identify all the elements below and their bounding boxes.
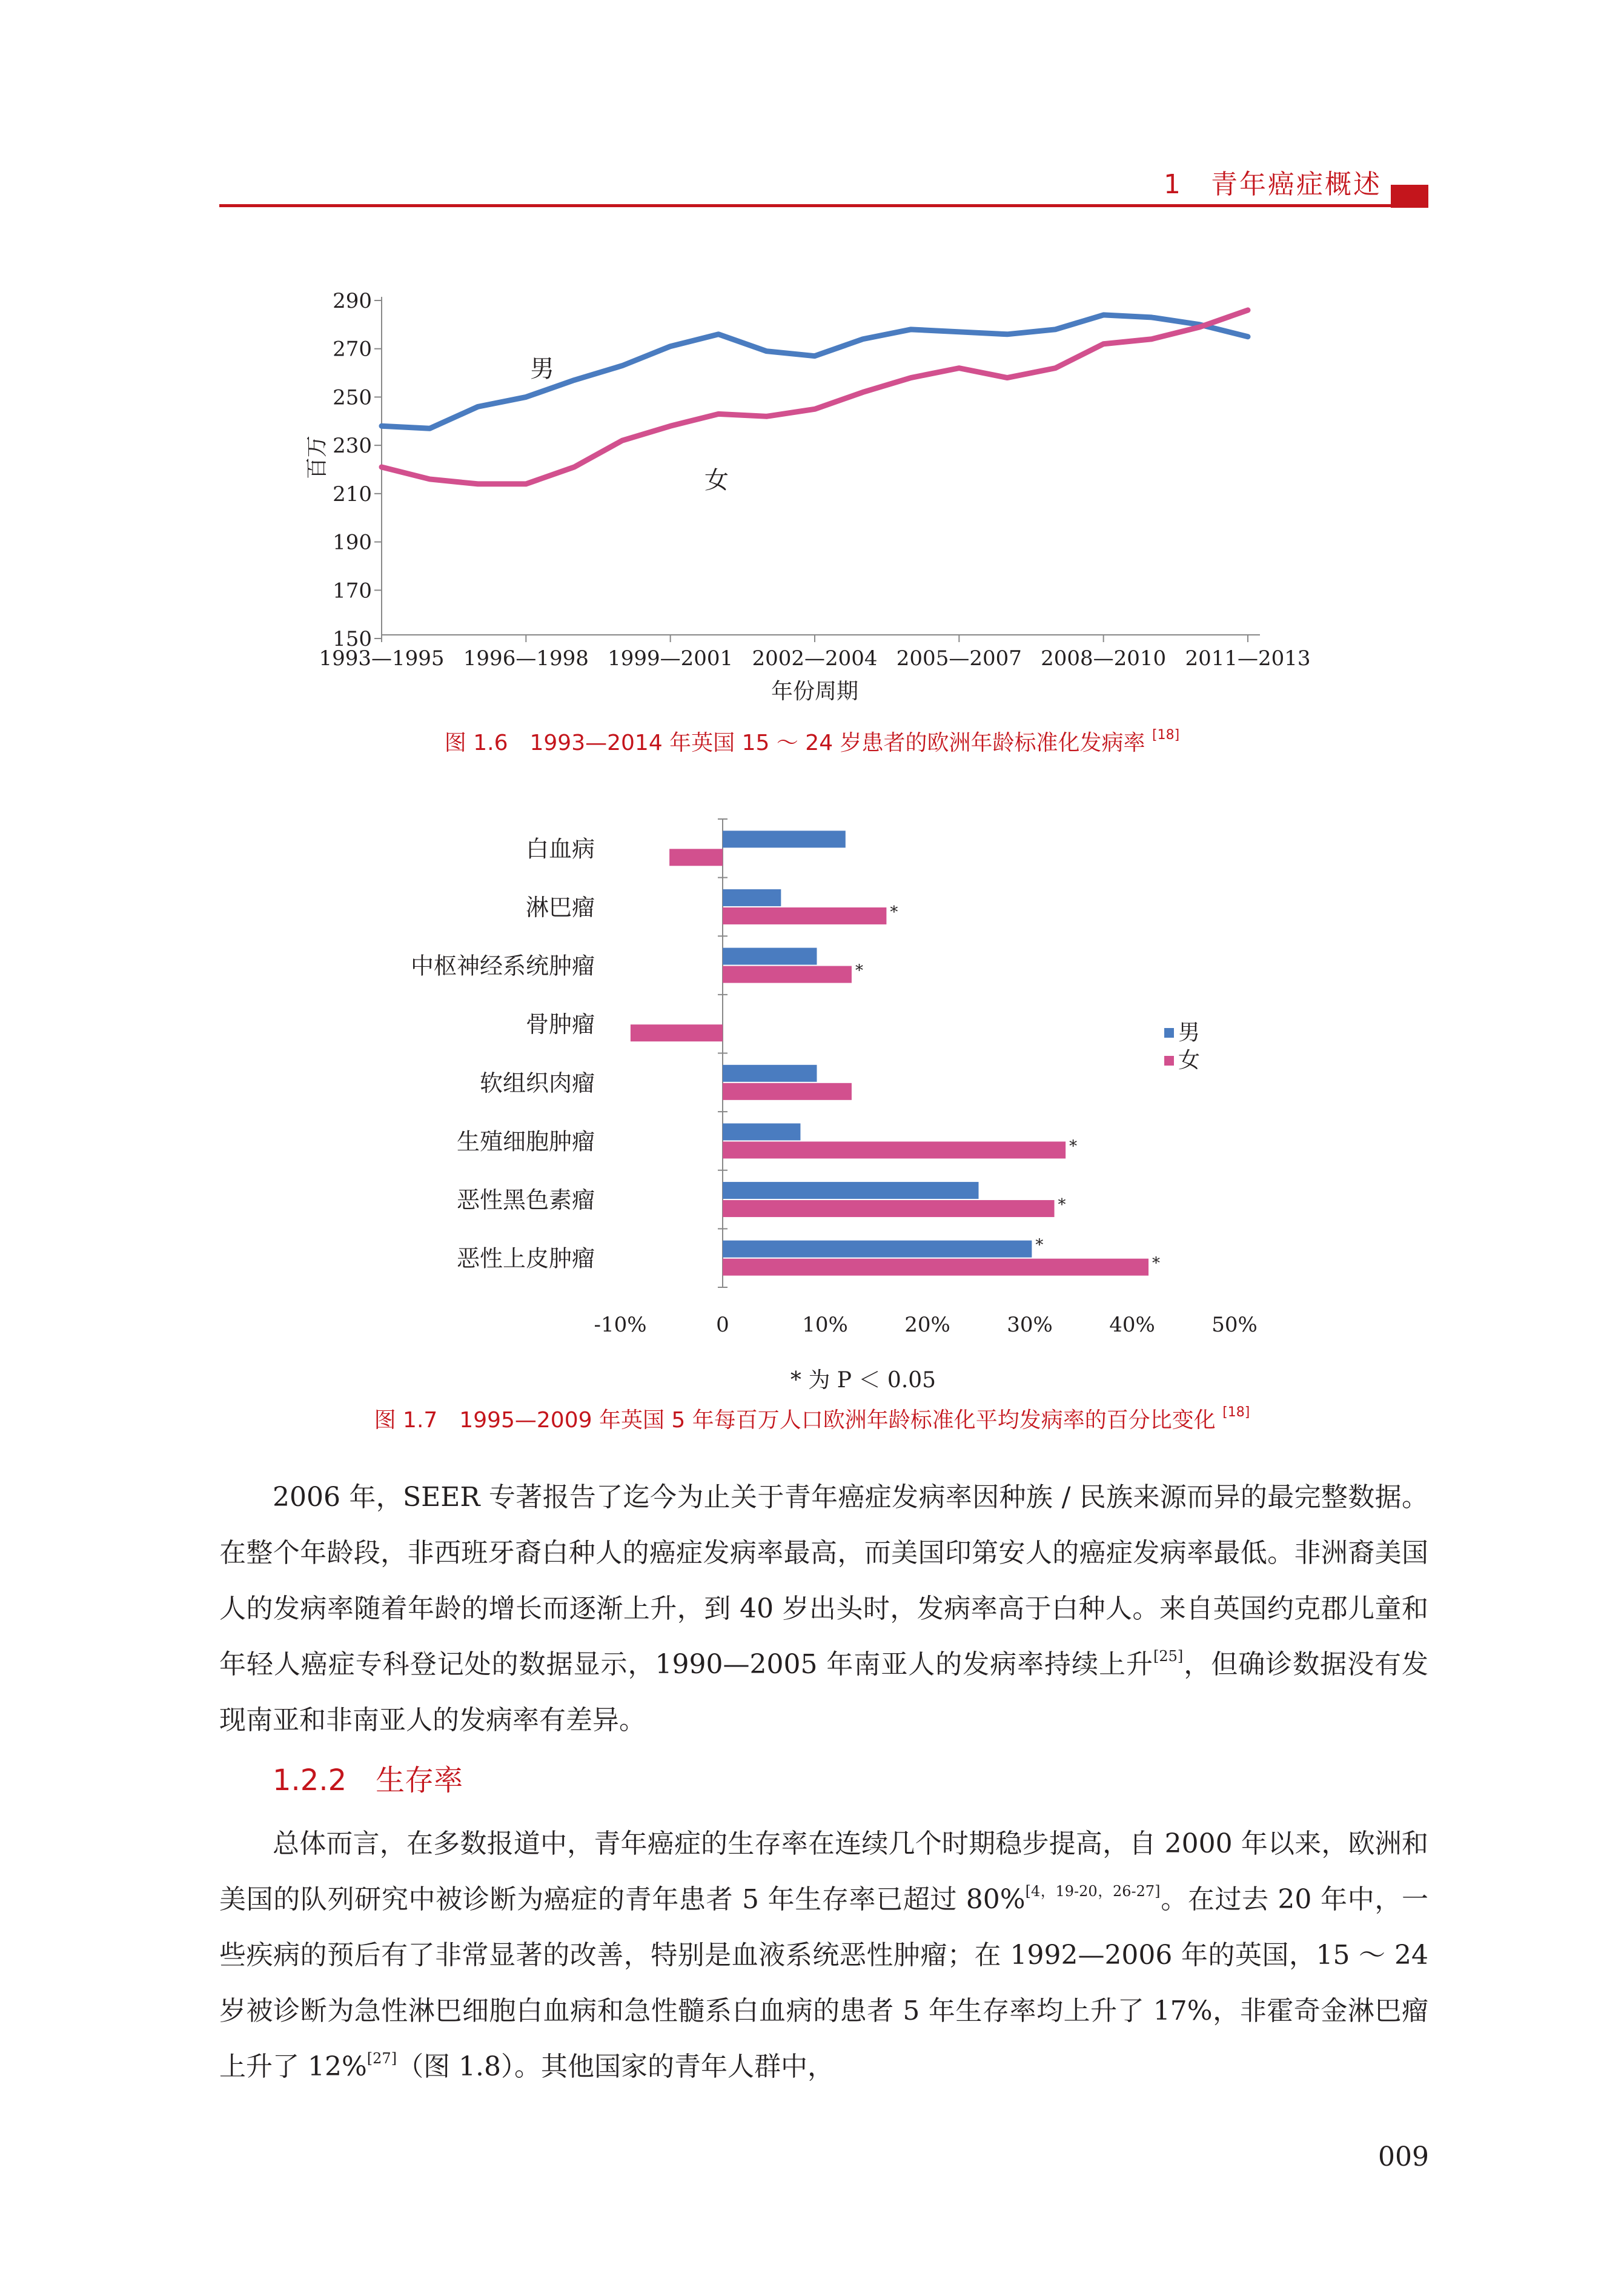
category-label: 骨肿瘤 (525, 1011, 595, 1038)
y-tick-label: 230 (333, 434, 372, 459)
y-tick-label: 290 (333, 289, 372, 313)
series-label-female: 女 (704, 466, 729, 494)
legend-swatch-male (1164, 1028, 1174, 1038)
y-tick-label: 190 (333, 530, 372, 555)
bar-female (669, 849, 723, 866)
significance-marker: * (855, 961, 863, 980)
bar-male (723, 948, 817, 965)
bar-female (723, 907, 886, 924)
legend-swatch-female (1164, 1056, 1174, 1066)
bar-female (723, 1141, 1066, 1158)
paragraph-1-end: ，但确诊数据没有发现南亚和非南亚人的发病率有差异。 (219, 1649, 1429, 1736)
significance-marker: * (1069, 1137, 1078, 1156)
bar-male (723, 831, 846, 847)
paragraph-2-text-b: 。在过去 20 年中，一些疾病的预后有了非常显著的改善，特别是血液系统恶性肿瘤；在 1992—2006 年的英国，15 ～ 24 岁被诊断为急性淋巴细胞白血病和急性髓系白血病的患者 5 年生存率均上升了 17%，非霍奇金淋巴瘤上升了 12% (219, 1884, 1428, 2082)
category-label: 淋巴瘤 (525, 894, 595, 921)
figure-1-6-caption-ref: [18] (1152, 728, 1180, 743)
y-tick-label: 170 (333, 579, 372, 603)
y-tick-label: 270 (333, 337, 372, 362)
x-tick-label: 2011—2013 (1185, 646, 1311, 671)
bar-female (723, 1200, 1055, 1217)
category-label: 恶性上皮肿瘤 (456, 1245, 595, 1272)
bar-female (631, 1024, 723, 1041)
paragraph-incidence-ethnicity (219, 1470, 1428, 1748)
category-label: 白血病 (525, 835, 595, 863)
paragraph-2-text-a: 总体而言，在多数报道中，青年癌症的生存率在连续几个时期稳步提高，自 2000 年以来，欧洲和美国的队列研究中被诊断为癌症的青年患者 5 年生存率已超过 80% (219, 1828, 1428, 1915)
x-tick-label: 0 (716, 1313, 729, 1337)
line-series-female (382, 310, 1248, 484)
y-axis-title: 百万 (305, 436, 330, 480)
x-axis-title: 年份周期 (771, 679, 859, 704)
y-tick-label: 150 (333, 627, 372, 651)
paragraph-1-text: 2006 年，SEER 专著报告了迄今为止关于青年癌症发病率因种族 / 民族来源而异的最完整数据。在整个年龄段，非西班牙裔白种人的癌症发病率最高，而美国印第安人的癌症发病率最低。非洲裔美国人的发病率随着年龄的增长而逐渐上升，到 40 岁出头时，发病率高于白种人。来自英国约克郡儿童和年轻人癌症专科登记处的数据显示，1990—2005 年南亚人的发病率持续上升 (219, 1482, 1428, 1680)
bar-female (723, 1083, 852, 1100)
figure-1-7-caption (0, 1403, 1624, 1434)
figure-1-7-caption-text: 图 1.7 1995—2009 年英国 5 年每百万人口欧洲年龄标准化平均发病率的百分比变化 (374, 1408, 1216, 1433)
bar-male (723, 889, 781, 906)
citation-4-19-20-26-27: [4，19-20，26-27] (1025, 1883, 1161, 1900)
page-number: 009 (1378, 2141, 1429, 2172)
category-label: 生殖细胞肿瘤 (456, 1128, 595, 1155)
series-label-male: 男 (530, 355, 554, 383)
bar-male (723, 1241, 1032, 1258)
paragraph-2-text-c: （图 1.8）。其他国家的青年人群中， (397, 2051, 835, 2082)
legend-label-female: 女 (1178, 1048, 1201, 1073)
significance-marker: * (1035, 1236, 1044, 1255)
category-label: 中枢神经系统肿瘤 (410, 952, 595, 980)
significance-footnote: * 为 P ＜ 0.05 (790, 1368, 936, 1393)
x-tick-label: 1996—1998 (463, 646, 589, 671)
x-tick-label: 2008—2010 (1041, 646, 1167, 671)
y-tick-label: 210 (333, 482, 372, 506)
bar-male (723, 1182, 979, 1199)
figure-1-6-caption (0, 726, 1624, 757)
header-rule (219, 204, 1428, 207)
significance-marker: * (1058, 1196, 1066, 1215)
line-chart-figure-1-6 (0, 267, 1624, 727)
significance-marker: * (890, 903, 898, 921)
x-tick-label: 40% (1109, 1313, 1155, 1337)
bar-male (723, 1065, 817, 1082)
figure-1-7-caption-ref: [18] (1222, 1405, 1250, 1420)
section-heading-survival: 1.2.2 生存率 (273, 1763, 463, 1797)
x-tick-label: 1993—1995 (319, 646, 445, 671)
x-tick-label: 2002—2004 (752, 646, 878, 671)
y-tick-label: 250 (333, 385, 372, 410)
category-label: 恶性黑色素瘤 (456, 1187, 595, 1214)
x-tick-label: 1999—2001 (608, 646, 734, 671)
bar-female (723, 1259, 1148, 1276)
bar-female (723, 966, 852, 983)
paragraph-survival (219, 1816, 1428, 2095)
x-tick-label: 2005—2007 (896, 646, 1022, 671)
citation-27: [27] (366, 2050, 397, 2067)
x-tick-label: 10% (802, 1313, 848, 1337)
x-tick-label: -10% (594, 1313, 647, 1337)
legend-label-male: 男 (1178, 1020, 1201, 1045)
category-label: 软组织肉瘤 (479, 1069, 595, 1096)
bar-male (723, 1123, 800, 1140)
x-tick-label: 30% (1007, 1313, 1053, 1337)
citation-25: [25] (1153, 1648, 1184, 1665)
figure-1-6-caption-text: 图 1.6 1993—2014 年英国 15 ～ 24 岁患者的欧洲年龄标准化发病率 (444, 731, 1145, 755)
significance-marker: * (1152, 1254, 1161, 1273)
running-header-title: 1 青年癌症概述 (1164, 169, 1382, 200)
bar-chart-figure-1-7 (0, 800, 1624, 1399)
x-tick-label: 20% (904, 1313, 950, 1337)
x-tick-label: 50% (1211, 1313, 1258, 1337)
